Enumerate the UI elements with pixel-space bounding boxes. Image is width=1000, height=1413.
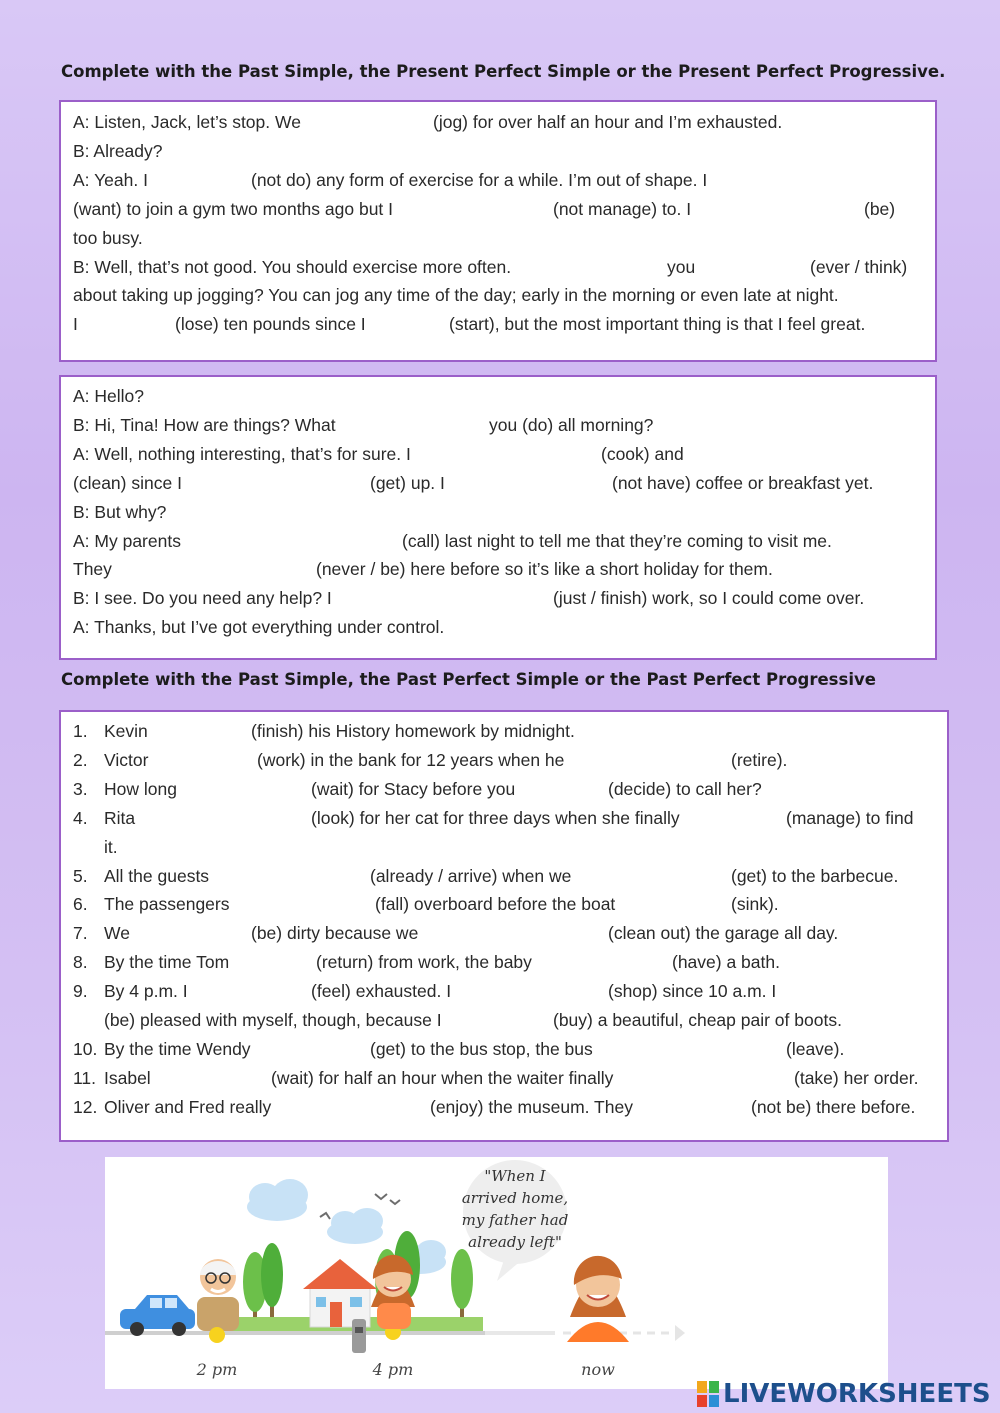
girl-4pm-avatar bbox=[371, 1255, 415, 1329]
item-number: 10. bbox=[73, 1038, 98, 1059]
dialogue1-line-6-seg-1: B: Well, that’s not good. You should exercise more often. bbox=[73, 256, 512, 277]
exercise-item-2-seg-3: (retire). bbox=[731, 749, 788, 770]
exercise-item-7-seg-3: (sink). bbox=[731, 894, 779, 915]
item-number: 6. bbox=[73, 894, 88, 915]
father-avatar bbox=[197, 1259, 239, 1331]
dialogue2-line-6-seg-1: A: My parents bbox=[73, 530, 181, 551]
item-number: 11. bbox=[73, 1067, 97, 1088]
bubble-line-4: already left" bbox=[468, 1233, 562, 1251]
exercise-item-5-seg-1: it. bbox=[104, 836, 118, 857]
time-label-now: now bbox=[581, 1360, 615, 1379]
timeline-illustration bbox=[105, 1157, 888, 1389]
dialogue2-line-5-seg-1: B: But why? bbox=[73, 501, 167, 522]
item-number: 7. bbox=[73, 923, 88, 944]
exercise-item-1-seg-1: Kevin bbox=[104, 721, 148, 741]
car-icon bbox=[120, 1295, 195, 1336]
item-number: 3. bbox=[73, 778, 88, 799]
dialogue1-line-8-seg-1: I bbox=[73, 314, 78, 335]
exercise-item-8-seg-3: (clean out) the garage all day. bbox=[608, 923, 839, 944]
cloud-icon bbox=[247, 1179, 308, 1221]
exercise-item-2-seg-2: (work) in the bank for 12 years when he bbox=[257, 749, 565, 770]
dialogue2-line-6-seg-2: (call) last night to tell me that they’re coming to visit me. bbox=[402, 530, 832, 551]
dialogue1-line-7-seg-1: about taking up jogging? You can jog any time of the day; early in the morning or even late at night. bbox=[73, 285, 839, 306]
dialogue2-line-3-seg-1: A: Well, nothing interesting, that’s for sure. I bbox=[73, 443, 411, 464]
dialogue2-line-2-seg-2: you (do) all morning? bbox=[489, 414, 654, 435]
dialogue1-line-2-seg-1: B: Already? bbox=[73, 140, 163, 161]
dialogue2-line-1-seg-1: A: Hello? bbox=[73, 386, 145, 406]
exercise-item-7-seg-1: The passengers bbox=[104, 894, 230, 915]
dialogue2-line-8-seg-2: (just / finish) work, so I could come over. bbox=[553, 588, 865, 609]
exercise-item-13-seg-1: Isabel bbox=[104, 1067, 151, 1088]
dialogue2-line-7-seg-2: (never / be) here before so it’s like a short holiday for them. bbox=[316, 559, 773, 580]
exercise-item-6-seg-1: All the guests bbox=[104, 865, 210, 886]
dialogue1-line-6-seg-3: (ever / think) bbox=[810, 256, 908, 277]
dialogue1-line-1-seg-1: A: Listen, Jack, let’s stop. We bbox=[73, 112, 301, 132]
time-label-2pm: 2 pm bbox=[196, 1360, 238, 1379]
exercise-item-1-seg-2: (finish) his History homework by midnight. bbox=[251, 721, 575, 741]
dialogue2-line-8-seg-1: B: I see. Do you need any help? I bbox=[73, 588, 332, 609]
logo-text: LIVEWORKSHEETS bbox=[723, 1379, 991, 1409]
dialogue2-line-3-seg-2: (cook) and bbox=[601, 443, 684, 464]
item-number: 12. bbox=[73, 1096, 98, 1117]
dialogue1-line-8-seg-2: (lose) ten pounds since I bbox=[175, 314, 366, 335]
dialogue1-line-4-seg-3: (be) bbox=[864, 198, 896, 219]
exercise-item-13-seg-2: (wait) for half an hour when the waiter finally bbox=[271, 1067, 614, 1088]
door-handle-icon bbox=[352, 1319, 366, 1353]
section1-heading: Complete with the Past Simple, the Present Perfect Simple or the Present Perfect Progressive. bbox=[61, 62, 946, 81]
item-number: 8. bbox=[73, 952, 88, 973]
dialogue1-line-5-seg-1: too busy. bbox=[73, 227, 143, 248]
exercise-item-11-seg-1: (be) pleased with myself, though, because I bbox=[104, 1010, 442, 1030]
exercise-item-6-seg-3: (get) to the barbecue. bbox=[731, 865, 899, 886]
exercise-item-3-seg-2: (wait) for Stacy before you bbox=[311, 778, 516, 799]
exercise-item-12-seg-1: By the time Wendy bbox=[104, 1038, 251, 1059]
dialogue2-line-4-seg-1: (clean) since I bbox=[73, 472, 182, 493]
timeline-graphic bbox=[105, 1157, 888, 1389]
bubble-line-3: my father had bbox=[461, 1211, 569, 1229]
exercise-item-9-seg-3: (have) a bath. bbox=[672, 952, 780, 973]
item-number: 4. bbox=[73, 807, 88, 828]
exercise-item-6-seg-2: (already / arrive) when we bbox=[370, 865, 572, 886]
logo-badge-icon bbox=[697, 1381, 719, 1407]
bird-icon bbox=[390, 1200, 400, 1204]
bird-icon bbox=[375, 1194, 387, 1199]
dialogue2-line-2-seg-1: B: Hi, Tina! How are things? What bbox=[73, 414, 336, 435]
exercise-item-2-seg-1: Victor bbox=[104, 749, 149, 770]
section2-heading: Complete with the Past Simple, the Past Perfect Simple or the Past Perfect Progressive bbox=[61, 670, 876, 689]
dialogue1-line-4-seg-1: (want) to join a gym two months ago but I bbox=[73, 198, 394, 219]
exercise-item-9-seg-2: (return) from work, the baby bbox=[316, 952, 532, 973]
time-label-4pm: 4 pm bbox=[372, 1360, 414, 1379]
exercise-item-8-seg-2: (be) dirty because we bbox=[251, 923, 419, 944]
exercise-item-14-seg-1: Oliver and Fred really bbox=[104, 1096, 272, 1117]
dialogue2-line-7-seg-1: They bbox=[73, 559, 112, 580]
exercise-item-14-seg-3: (not be) there before. bbox=[751, 1096, 916, 1117]
exercise-item-4-seg-2: (look) for her cat for three days when she finally bbox=[311, 807, 680, 828]
exercise-item-12-seg-3: (leave). bbox=[786, 1038, 845, 1059]
sun-dot-icon bbox=[209, 1327, 225, 1343]
girl-now-avatar bbox=[567, 1256, 629, 1342]
dialogue1-line-1-seg-2: (jog) for over half an hour and I’m exhausted. bbox=[433, 112, 783, 132]
dialogue1-line-4-seg-2: (not manage) to. I bbox=[553, 198, 692, 219]
bubble-line-2: arrived home, bbox=[461, 1189, 569, 1207]
dialogue2-line-9-seg-1: A: Thanks, but I’ve got everything under control. bbox=[73, 617, 445, 638]
item-number: 2. bbox=[73, 749, 88, 770]
exercise-item-7-seg-2: (fall) overboard before the boat bbox=[375, 894, 616, 915]
bubble-line-1: "When I bbox=[484, 1167, 546, 1185]
bird-icon bbox=[320, 1213, 330, 1219]
cloud-icon bbox=[327, 1208, 383, 1244]
dialogue1-line-8-seg-3: (start), but the most important thing is that I feel great. bbox=[449, 314, 866, 335]
exercise-item-4-seg-3: (manage) to find bbox=[786, 807, 914, 828]
exercise-item-13-seg-3: (take) her order. bbox=[794, 1067, 919, 1088]
liveworksheets-logo[interactable] bbox=[697, 1377, 991, 1411]
exercise-item-10-seg-1: By 4 p.m. I bbox=[104, 981, 188, 1002]
exercise-item-10-seg-3: (shop) since 10 a.m. I bbox=[608, 981, 777, 1002]
dialogue1-line-3-seg-1: A: Yeah. I bbox=[73, 169, 148, 190]
exercise-item-11-seg-2: (buy) a beautiful, cheap pair of boots. bbox=[553, 1010, 842, 1030]
item-number: 1. bbox=[73, 721, 88, 741]
exercise-item-3-seg-3: (decide) to call her? bbox=[608, 778, 762, 799]
dialogue2-line-4-seg-3: (not have) coffee or breakfast yet. bbox=[612, 472, 874, 493]
exercise-item-9-seg-1: By the time Tom bbox=[104, 952, 230, 973]
exercise-item-12-seg-2: (get) to the bus stop, the bus bbox=[370, 1038, 593, 1059]
house-icon bbox=[303, 1259, 377, 1327]
dialogue1-line-6-seg-2: you bbox=[667, 256, 696, 277]
item-number: 9. bbox=[73, 981, 88, 1002]
exercise-item-8-seg-1: We bbox=[104, 923, 130, 944]
exercise-item-3-seg-1: How long bbox=[104, 778, 177, 799]
item-number: 5. bbox=[73, 865, 88, 886]
dialogue2-line-4-seg-2: (get) up. I bbox=[370, 472, 445, 493]
exercise-item-4-seg-1: Rita bbox=[104, 807, 136, 828]
dialogue1-line-3-seg-2: (not do) any form of exercise for a while. I’m out of shape. I bbox=[251, 169, 708, 190]
exercise-item-10-seg-2: (feel) exhausted. I bbox=[311, 981, 452, 1002]
exercise-item-14-seg-2: (enjoy) the museum. They bbox=[430, 1096, 633, 1117]
